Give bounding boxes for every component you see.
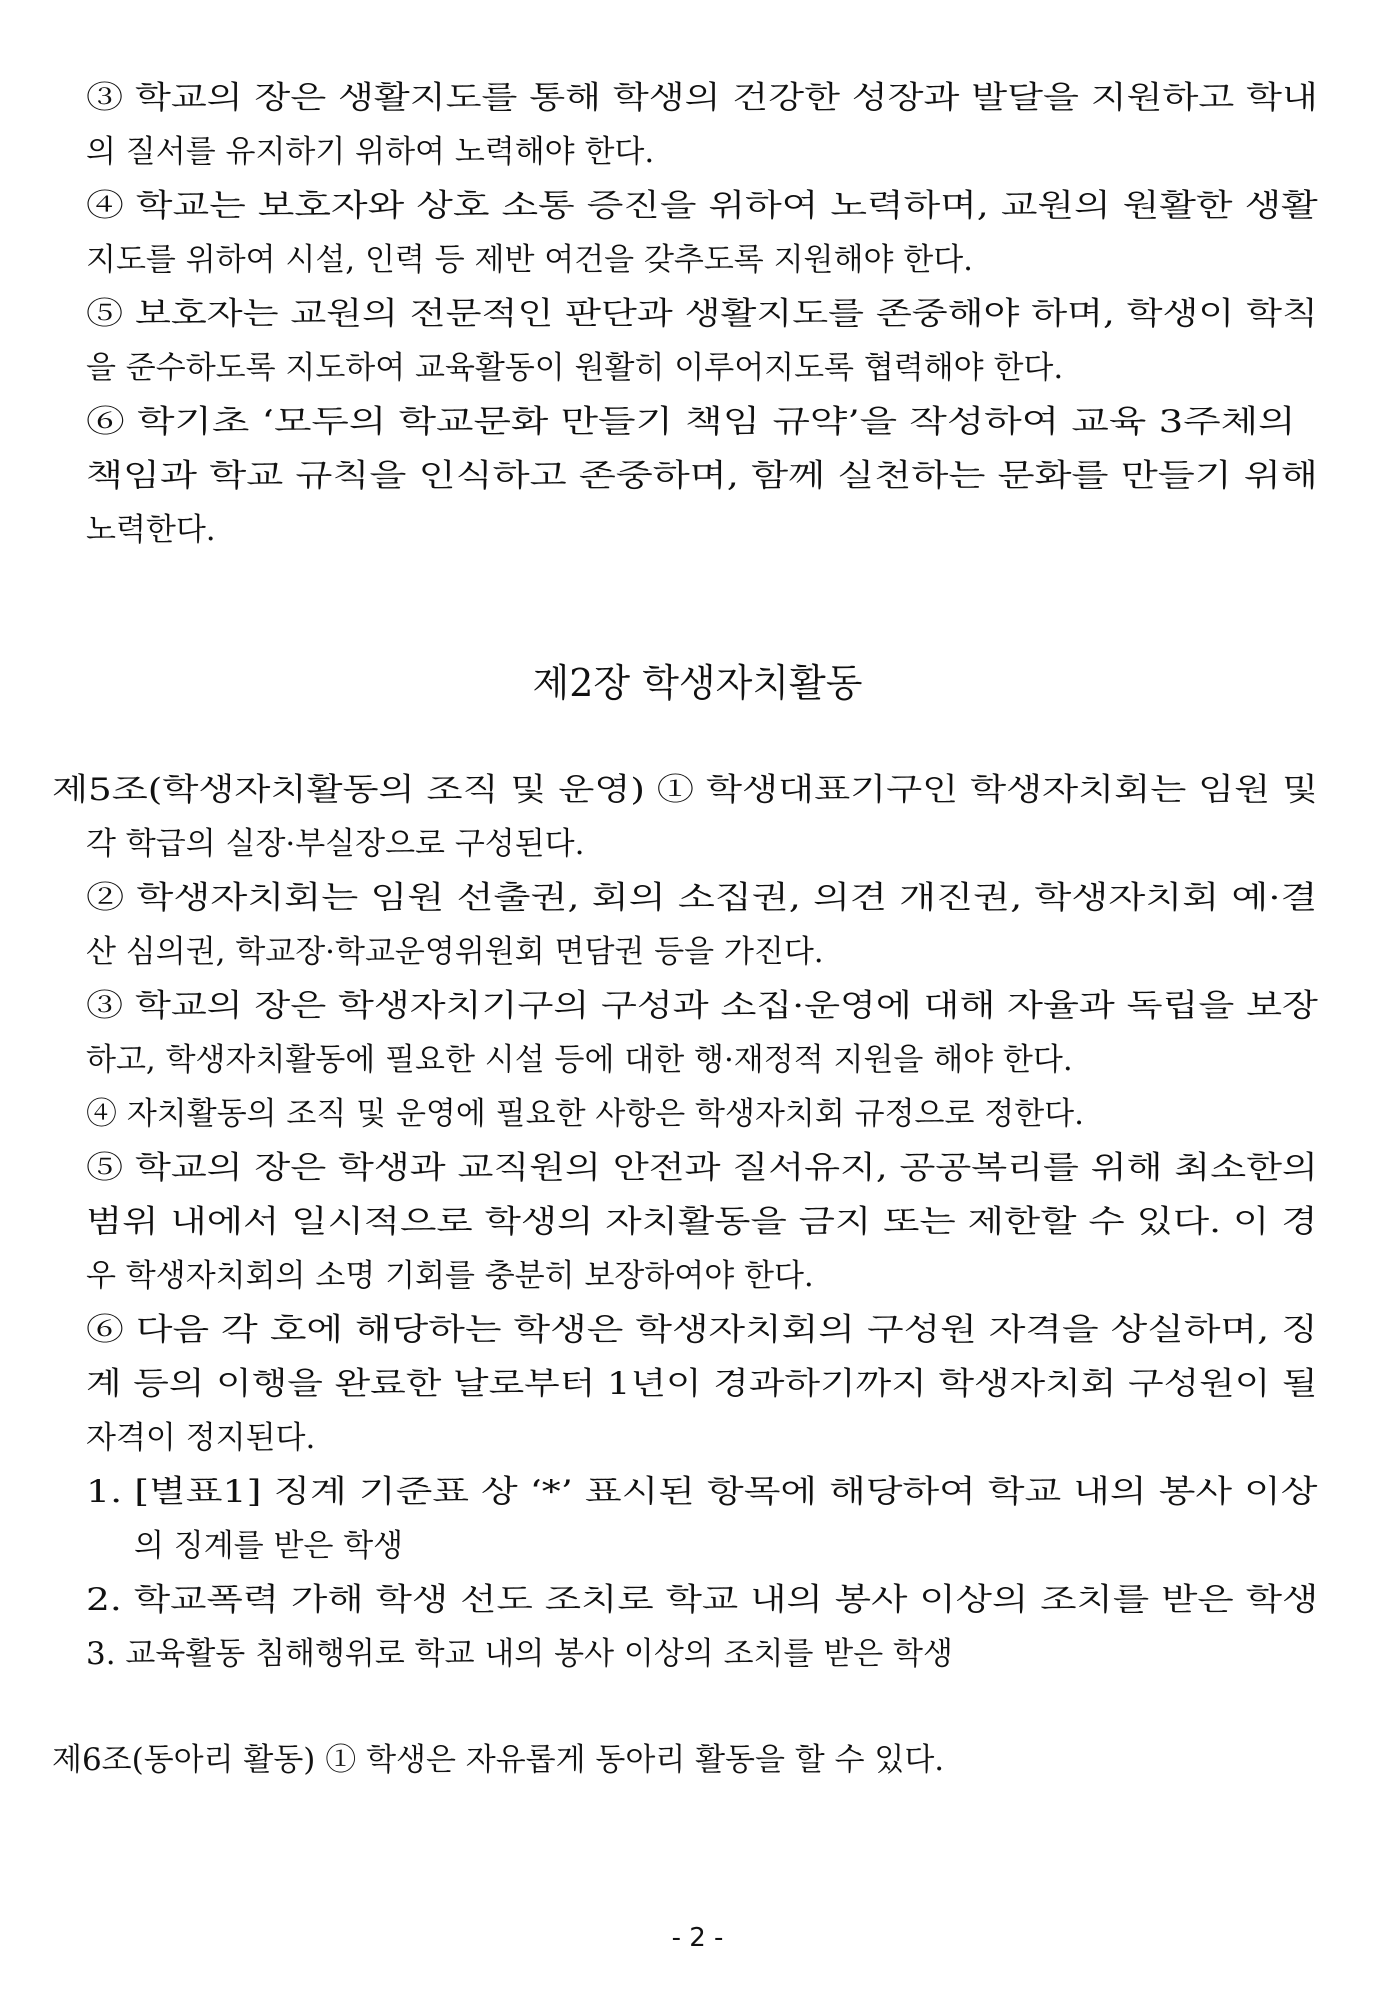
text-line: ⑤ 보호자는 교원의 전문적인 판단과 생활지도를 존중해야 하며, 학생이 학칙 <box>86 296 1318 332</box>
article-heading-line: 제6조(동아리 활동) ① 학생은 자유롭게 동아리 활동을 할 수 있다. <box>52 1742 945 1778</box>
text-line: ④ 학교는 보호자와 상호 소통 증진을 위하여 노력하며, 교원의 원활한 생활 <box>86 188 1318 224</box>
text-line: ③ 학교의 장은 생활지도를 통해 학생의 건강한 성장과 발달을 지원하고 학내 <box>86 80 1318 116</box>
text-line: 을 준수하도록 지도하여 교육활동이 원활히 이루어지도록 협력해야 한다. <box>86 350 1064 386</box>
text-line: ③ 학교의 장은 학생자치기구의 구성과 소집·운영에 대해 자율과 독립을 보장 <box>86 988 1318 1024</box>
text-line: 의 질서를 유지하기 위하여 노력해야 한다. <box>86 134 655 170</box>
text-line: 계 등의 이행을 완료한 날로부터 1년이 경과하기까지 학생자치회 구성원이 될 <box>86 1366 1318 1402</box>
text-line: ② 학생자치회는 임원 선출권, 회의 소집권, 의견 개진권, 학생자치회 예·결 <box>86 880 1318 916</box>
text-line: 자격이 정지된다. <box>86 1420 316 1456</box>
chapter-title: 제2장 학생자치활동 <box>532 661 863 705</box>
page-number: - 2 - <box>671 1923 724 1953</box>
text-line: 노력한다. <box>86 512 216 548</box>
list-item: 1. [별표1] 징계 기준표 상 ‘*’ 표시된 항목에 해당하여 학교 내의 봉사 이상 <box>86 1474 1318 1510</box>
list-item: 2. 학교폭력 가해 학생 선도 조치로 학교 내의 봉사 이상의 조치를 받은 학생 <box>86 1582 1319 1618</box>
text-line: ⑥ 다음 각 호에 해당하는 학생은 학생자치회의 구성원 자격을 상실하며, 징 <box>86 1312 1318 1348</box>
text-line: 하고, 학생자치활동에 필요한 시설 등에 대한 행·재정적 지원을 해야 한다. <box>86 1042 1073 1078</box>
list-item-continuation: 의 징계를 받은 학생 <box>134 1528 404 1564</box>
text-line: ④ 자치활동의 조직 및 운영에 필요한 사항은 학생자치회 규정으로 정한다. <box>86 1096 1084 1132</box>
article-heading-line: 제5조(학생자치활동의 조직 및 운영) ① 학생대표기구인 학생자치회는 임원 및 <box>52 772 1319 808</box>
text-line: 책임과 학교 규칙을 인식하고 존중하며, 함께 실천하는 문화를 만들기 위해 <box>86 458 1318 494</box>
text-line: ⑤ 학교의 장은 학생과 교직원의 안전과 질서유지, 공공복리를 위해 최소한의 <box>86 1150 1318 1186</box>
text-line: ⑥ 학기초 ‘모두의 학교문화 만들기 책임 규약’을 작성하여 교육 3주체의 <box>86 404 1296 440</box>
text-line: 산 심의권, 학교장·학교운영위원회 면담권 등을 가진다. <box>86 934 824 970</box>
list-item: 3. 교육활동 침해행위로 학교 내의 봉사 이상의 조치를 받은 학생 <box>86 1636 953 1672</box>
text-line: 각 학급의 실장·부실장으로 구성된다. <box>86 826 585 862</box>
text-line: 범위 내에서 일시적으로 학생의 자치활동을 금지 또는 제한할 수 있다. 이 경 <box>86 1204 1318 1240</box>
text-line: 우 학생자치회의 소명 기회를 충분히 보장하여야 한다. <box>86 1258 814 1294</box>
text-line: 지도를 위하여 시설, 인력 등 제반 여건을 갖추도록 지원해야 한다. <box>86 242 973 278</box>
